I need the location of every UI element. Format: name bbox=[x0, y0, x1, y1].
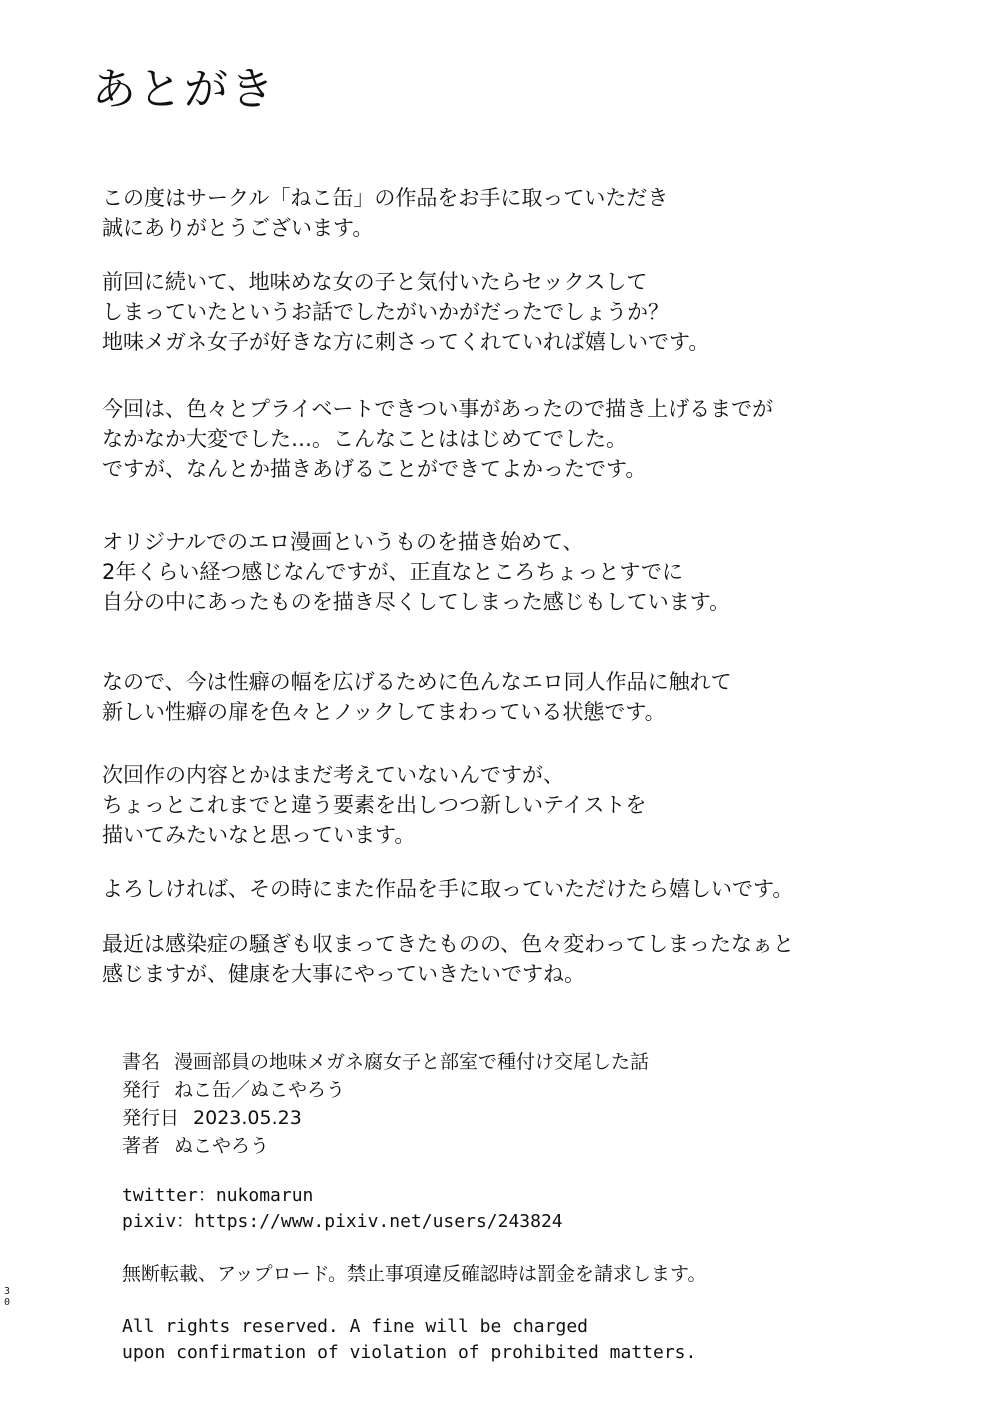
colophon-author-label: 著者 bbox=[122, 1135, 161, 1157]
text-line: 描いてみたいなと思っています。 bbox=[102, 823, 416, 847]
text-line: 次回作の内容とかはまだ考えていないんですが、 bbox=[102, 763, 564, 787]
text-line: 自分の中にあったものを描き尽くしてしまった感じもしています。 bbox=[102, 590, 731, 614]
notice-japanese: 無断転載、アップロード。禁止事項違反確認時は罰金を請求します。 bbox=[122, 1263, 707, 1285]
paragraph-original-work bbox=[102, 527, 730, 617]
colophon-publisher-row bbox=[122, 1076, 345, 1104]
text-line: 最近は感染症の騒ぎも収まってきたものの、色々変わってしまったなぁと bbox=[102, 932, 794, 956]
text-line: ですが、なんとか描きあげることができてよかったです。 bbox=[102, 457, 647, 481]
colophon-title-label: 書名 bbox=[122, 1051, 161, 1073]
page-title: あとがき bbox=[92, 64, 276, 115]
text-line: オリジナルでのエロ漫画というものを描き始めて、 bbox=[102, 530, 584, 554]
pixiv-url: pixiv：https://www.pixiv.net/users/243824 bbox=[122, 1211, 563, 1232]
colophon-title-value: 漫画部員の地味メガネ腐女子と部室で種付け交尾した話 bbox=[174, 1051, 650, 1073]
page-number bbox=[2, 1286, 12, 1308]
text-line: 地味メガネ女子が好きな方に刺さってくれていれば嬉しいです。 bbox=[102, 330, 710, 354]
paragraph-fetish bbox=[102, 667, 732, 727]
text-line: よろしければ、その時にまた作品を手に取っていただけたら嬉しいです。 bbox=[102, 877, 794, 901]
colophon-date-label: 発行日 bbox=[122, 1107, 180, 1129]
colophon-publisher-label: 発行 bbox=[122, 1079, 161, 1101]
colophon-date-row bbox=[122, 1104, 302, 1132]
paragraph-thanks bbox=[102, 183, 668, 243]
twitter-handle: twitter：nukomarun bbox=[122, 1185, 314, 1206]
text-line: しまっていたというお話でしたがいかがだったでしょうか？ bbox=[102, 300, 669, 324]
text-line: なので、今は性癖の幅を広げるために色んなエロ同人作品に触れて bbox=[102, 670, 732, 694]
colophon-title-row bbox=[122, 1048, 649, 1076]
text-line: 感じますが、健康を大事にやっていきたいですね。 bbox=[102, 962, 585, 986]
page-number-digit: 0 bbox=[3, 1297, 11, 1308]
paragraph-next-work bbox=[102, 760, 646, 850]
colophon-publisher-value: ねこ缶／ぬこやろう bbox=[174, 1079, 346, 1101]
notice-english-line: All rights reserved. A fine will be charged bbox=[122, 1316, 588, 1337]
paragraph-previous-work bbox=[102, 267, 709, 357]
paragraph-this-time bbox=[102, 394, 773, 484]
paragraph-request bbox=[102, 874, 793, 904]
colophon-date-value: 2023.05.23 bbox=[193, 1107, 302, 1129]
text-line: 今回は、色々とプライベートできつい事があったので描き上げるまでが bbox=[102, 397, 774, 421]
text-line: この度はサークル「ねこ缶」の作品をお手に取っていただき bbox=[102, 186, 669, 210]
text-line: ちょっとこれまでと違う要素を出しつつ新しいテイストを bbox=[102, 793, 647, 817]
text-line: 誠にありがとうございます。 bbox=[102, 216, 374, 240]
colophon-author-value: ぬこやろう bbox=[174, 1135, 270, 1157]
text-line: 2年くらい経つ感じなんですが、正直なところちょっとすでに bbox=[102, 560, 683, 584]
colophon-author-row bbox=[122, 1132, 269, 1160]
paragraph-closing bbox=[102, 929, 794, 989]
text-line: なかなか大変でした…。こんなことははじめてでした。 bbox=[102, 427, 627, 451]
text-line: 前回に続いて、地味めな女の子と気付いたらセックスして bbox=[102, 270, 648, 294]
text-line: 新しい性癖の扉を色々とノックしてまわっている状態です。 bbox=[102, 700, 666, 724]
page-number-digit: 3 bbox=[3, 1286, 11, 1297]
notice-english-line: upon confirmation of violation of prohibited matters. bbox=[122, 1342, 697, 1363]
